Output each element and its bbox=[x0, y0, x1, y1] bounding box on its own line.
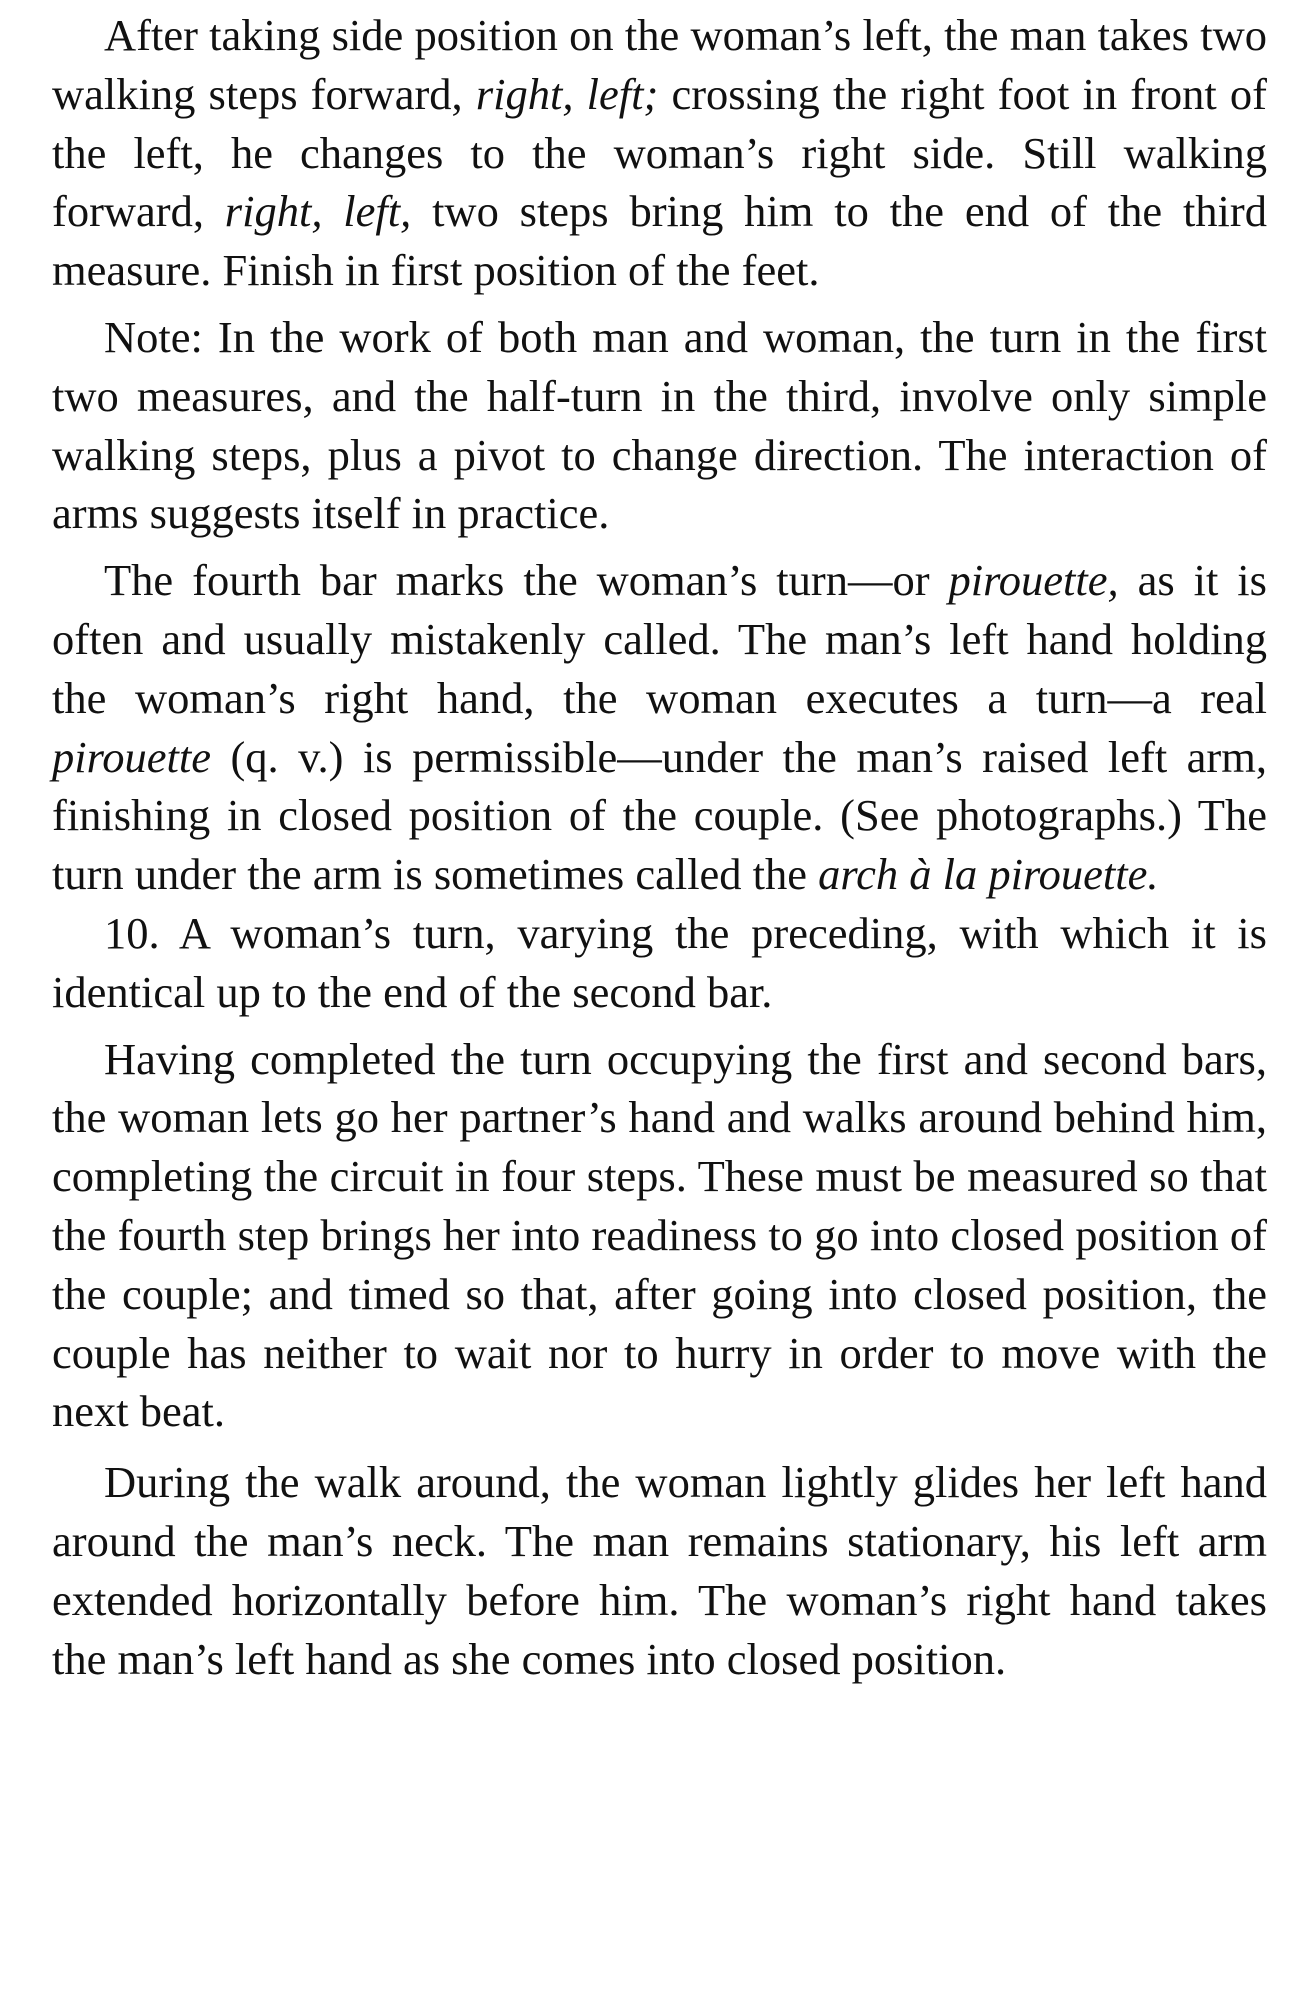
page-text bbox=[52, 6, 1267, 1688]
text-segment: The fourth bar marks the woman’s turn—or bbox=[104, 555, 949, 606]
paragraph-walk-behind bbox=[52, 1030, 1267, 1442]
paragraph-side-position bbox=[52, 6, 1267, 300]
italic-text-segment: arch à la pirouette. bbox=[818, 849, 1159, 900]
paragraph-fourth-bar bbox=[52, 551, 1267, 904]
text-segment: 10. A woman’s turn, varying the preceding, with which it is identical up to the end of the second bar. bbox=[52, 907, 1267, 1017]
text-segment: After taking side position on the woman’s left, the man takes two walking steps forward, bbox=[52, 10, 1267, 119]
paragraph-item-10 bbox=[52, 904, 1267, 1022]
text-segment: Note: In the work of both man and woman, the turn in the first two measures, and the half-turn in the third, involve only simple walking steps, plus a pivot to change direction. The interaction of arms suggests itself in practice. bbox=[52, 311, 1267, 539]
italic-text-segment: pirouette, bbox=[948, 555, 1119, 606]
italic-text-segment: right, left, bbox=[224, 186, 412, 237]
italic-text-segment: right, left; bbox=[475, 68, 659, 119]
text-segment: as it is often and usually mistakenly called. The man’s left hand holding the woman’s right hand, the woman executes a turn—a real bbox=[52, 555, 1267, 723]
text-segment: (q. v.) is permissible—under the man’s raised left arm, finishing in closed position of the couple. (See photographs.) The turn under the arm is sometimes called the bbox=[52, 731, 1267, 900]
paragraph-note bbox=[52, 308, 1267, 543]
text-segment: Having completed the turn occupying the first and second bars, the woman lets go her partner’s hand and walks around behind him, completing the circuit in four steps. These must be measured so that the fourth step brings her into readiness to go into closed position of the couple; and timed so that, after going into closed position, the couple has neither to wait nor to hurry in order to move with the next beat. bbox=[52, 1033, 1267, 1437]
italic-text-segment: pirouette bbox=[52, 731, 212, 782]
paragraph-walk-around bbox=[52, 1453, 1267, 1688]
text-segment: two steps bring him to the end of the third measure. Finish in first position of the feet. bbox=[52, 186, 1267, 296]
text-segment: crossing the right foot in front of the left, he changes to the woman’s right side. Still walking forward, bbox=[52, 68, 1267, 237]
text-segment: During the walk around, the woman lightly glides her left hand around the man’s neck. The man remains stationary, his left arm extended horizontally before him. The woman’s right hand takes the man’s left hand as she comes into closed position. bbox=[52, 1457, 1267, 1684]
